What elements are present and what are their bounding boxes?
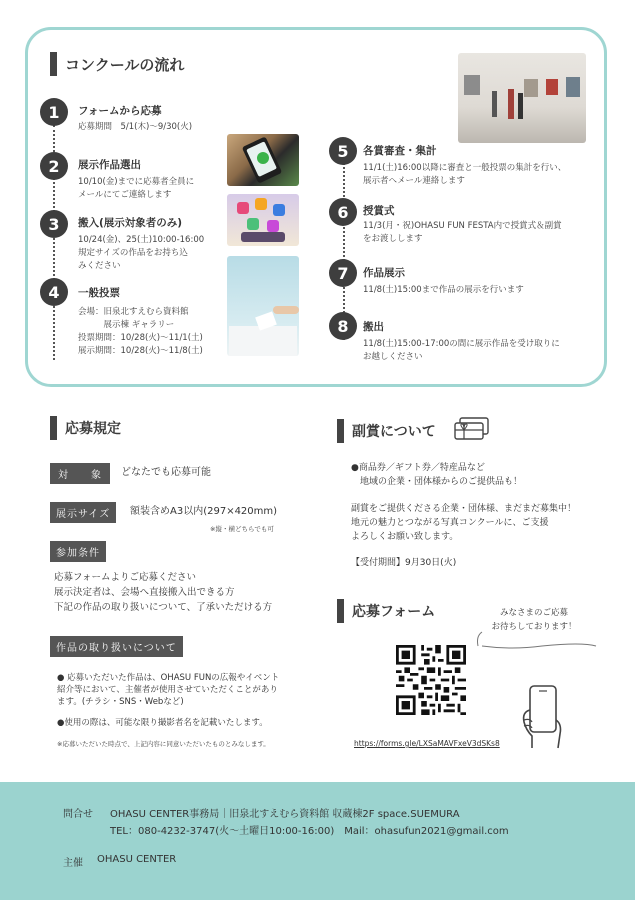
contact-line-1: OHASU CENTER事務局｜旧泉北すえむら資料館 収蔵棟2F space.SUEMURA [110,809,460,820]
step-title-3: 搬入(展示対象者のみ) [78,217,183,229]
size-label: 展示サイズ [50,502,116,523]
flow-heading [50,52,184,76]
prize-deadline: 【受付期間】9月30日(火) [351,558,457,568]
handling-text-1: ● 応募いただいた作品は、OHASU FUNの広報やイベント 紹介等において、主催者が使用させていただくことがあり ます。(チラシ・SNS・Webなど) [57,673,280,707]
gallery-photo [458,53,586,143]
step-text-8: 11/8(土)15:00-17:00の間に展示作品を受け取りに お越しください [363,339,560,362]
prize-title: 副賞について [352,424,436,440]
handling-text-2: ●使用の際は、可能な限り撮影者名を記載いたします。 [57,718,268,728]
heading-bar [50,52,57,76]
footer [0,782,635,900]
phone-hand-photo [227,134,299,186]
step-text-6: 11/3(月・祝)OHASU FUN FESTA内で授賞式＆副賞 をお渡しします [363,221,562,244]
step-number-1: 1 [40,98,68,126]
step-number-4: 4 [40,278,68,306]
step-title-2: 展示作品選出 [78,159,141,171]
qr-code-icon[interactable] [396,645,466,715]
step-number-8: 8 [329,312,357,340]
handling-note: ※応募いただいた時点で、上記内容に同意いただいたものとみなします。 [57,740,270,748]
ballot-box-photo [227,256,299,356]
size-note: ※縦・横どちらでも可 [210,525,274,533]
contact-label: 問合せ [63,809,93,820]
form-url-link[interactable]: https://forms.gle/LXSaMAVFxeV3dSKs8 [354,739,500,748]
step-number-7: 7 [329,259,357,287]
step-number-6: 6 [329,198,357,226]
sns-photo-art [227,194,299,246]
conditions-label: 参加条件 [50,541,106,562]
prize-text-1: ●商品券／ギフト券／特産品など 地域の企業・団体様からのご提供品も！ [351,463,523,487]
form-title: 応募フォーム [352,604,436,620]
conditions-text: 応募フォームよりご応募ください 展示決定者は、会場へ直接搬入出できる方 下記の作品の取り扱いについて、了承いただける方 [54,572,273,613]
step-text-5: 11/1(土)16:00以降に審査と一般投票の集計を行い、 展示者へメール連絡します [363,163,567,186]
gallery-photo-art [458,53,586,143]
step-number-5: 5 [329,137,357,165]
gift-ticket-icon [452,416,492,442]
ballot-photo-art [227,256,299,356]
step-text-2: 10/10(金)までに応募者全員に メールにてご連絡します [78,177,195,200]
step-text-1: 応募期間 5/1(木)〜9/30(火) [78,122,193,132]
step-text-4: 会場：旧泉北すえむら資料館 展示棟 ギャラリー 投票期間：10/28(火)〜11/1(土) 展示期間：10/28(火)〜11/8(土) [78,307,203,356]
phone-photo-art [227,134,299,186]
bubble-text: みなさまのご応募 お待ちしております！ [491,608,577,632]
step-title-4: 一般投票 [78,287,120,299]
host-value: OHASU CENTER [97,854,177,865]
rules-title: 応募規定 [65,421,121,437]
heading-bar [337,599,344,623]
step-title-6: 授賞式 [363,205,395,217]
heading-bar [50,416,57,440]
handling-label: 作品の取り扱いについて [50,636,183,657]
step-text-7: 11/8(土)15:00まで作品の展示を行います [363,285,524,295]
target-value: どなたでも応募可能 [121,467,211,478]
step-text-3: 10/24(金)、25(土)10:00-16:00 規定サイズの作品をお持ち込 みください [78,235,205,271]
host-label: 主催 [63,858,83,869]
rules-heading [50,416,121,440]
phone-hand-icon [520,680,570,750]
step-number-3: 3 [40,210,68,238]
step-number-2: 2 [40,152,68,180]
size-value: 額装含めA3以内(297×420mm) [130,506,278,517]
step-title-7: 作品展示 [363,267,405,279]
prize-heading [337,419,436,443]
form-heading [337,599,435,623]
step-title-1: フォームから応募 [78,105,162,117]
step-title-5: 各賞審査・集計 [363,145,437,157]
target-label: 対 象 [50,463,110,484]
prize-text-2: 副賞をご提供くださる企業・団体様、まだまだ募集中！ 地元の魅力とつながる写真コンクールに、ご支援 よろしくお願い致します。 [351,504,577,542]
heading-bar [337,419,344,443]
contact-line-2: TEL：080-4232-3747(火〜土曜日10:00-16:00) Mail：ohasufun2021@gmail.com [110,826,509,837]
sns-icons-photo [227,194,299,246]
step-title-8: 搬出 [363,321,384,333]
flow-title: コンクールの流れ [65,55,185,74]
